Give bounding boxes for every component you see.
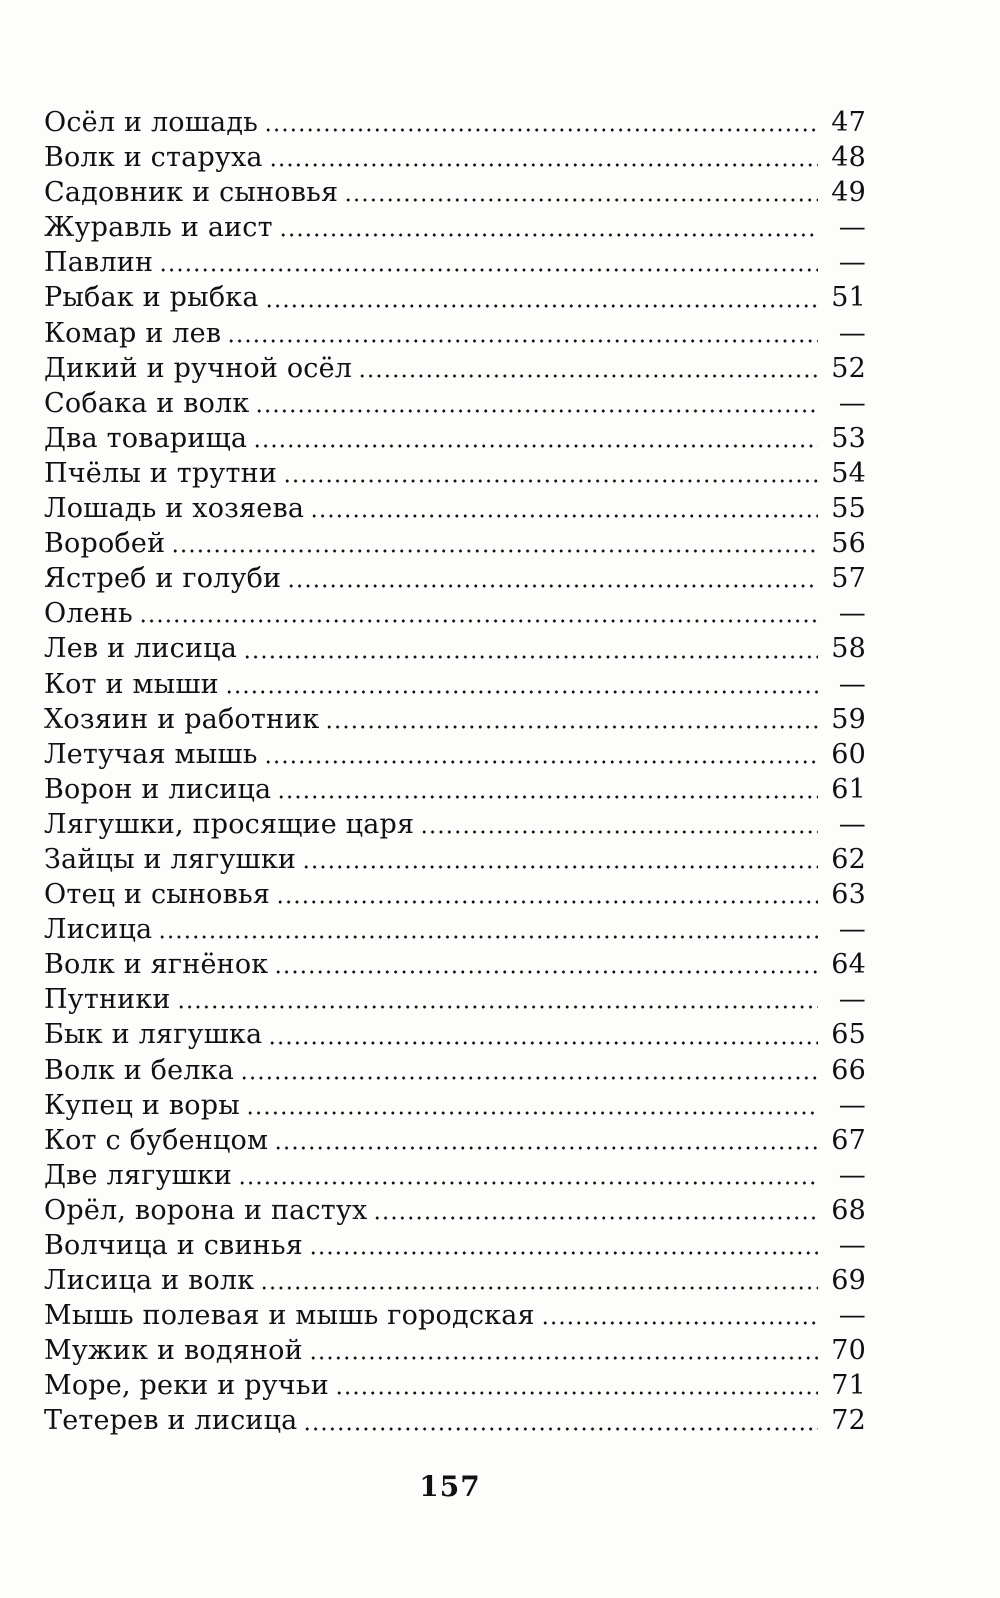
toc-entry-title: Ястреб и голуби	[44, 563, 282, 595]
toc-entry	[44, 1263, 866, 1298]
toc-entry-title: Воробей	[44, 528, 166, 560]
dot-leader	[159, 268, 818, 272]
dot-leader	[253, 444, 818, 448]
toc-entry-page: —	[838, 317, 866, 349]
toc-entry-page: 60	[831, 738, 866, 770]
toc-entry	[44, 1193, 866, 1228]
toc-entry-page: —	[838, 247, 866, 279]
dot-leader	[309, 1251, 818, 1255]
toc-entry-title: Путники	[44, 984, 171, 1016]
dot-leader	[265, 304, 818, 308]
toc-entry-title: Кот с бубенцом	[44, 1124, 269, 1156]
toc-entry	[44, 982, 866, 1017]
dot-leader	[325, 725, 818, 729]
toc-entry-page: 55	[831, 493, 866, 525]
page-number: 157	[419, 1470, 481, 1503]
toc-entry-title: Отец и сыновья	[44, 879, 271, 911]
toc-entry	[44, 702, 866, 737]
dot-leader	[309, 1356, 818, 1360]
dot-leader	[276, 900, 818, 904]
toc-entry-title: Летучая мышь	[44, 738, 258, 770]
toc-entry	[44, 1053, 866, 1088]
toc-entry	[44, 386, 866, 421]
toc-entry	[44, 667, 866, 702]
dot-leader	[310, 514, 818, 518]
toc-entry-title: Волк и белка	[44, 1054, 235, 1086]
dot-leader	[358, 374, 818, 378]
toc-entry-page: —	[838, 808, 866, 840]
dot-leader	[373, 1216, 818, 1220]
toc-entry	[44, 1403, 866, 1438]
toc-entry	[44, 1158, 866, 1193]
toc-entry-title: Орёл, ворона и пастух	[44, 1194, 368, 1226]
dot-leader	[344, 198, 818, 202]
dot-leader	[274, 970, 818, 974]
toc-entry-title: Море, реки и ручьи	[44, 1370, 329, 1402]
toc-entry-title: Журавль и аист	[44, 212, 273, 244]
toc-entry-title: Рыбак и рыбка	[44, 282, 259, 314]
toc-entry	[44, 912, 866, 947]
toc-entry-page: —	[838, 1230, 866, 1261]
toc-entry-page: —	[838, 1089, 866, 1121]
toc-entry-page: —	[838, 1159, 866, 1191]
toc-entry-page: 64	[831, 949, 866, 981]
toc-entry-page: —	[838, 598, 866, 630]
toc-entry	[44, 807, 866, 842]
toc-entry-page: —	[838, 914, 866, 946]
toc-entry-title: Тетерев и лисица	[44, 1405, 298, 1437]
toc-entry-page: 65	[831, 1019, 866, 1051]
toc-entry-page: 49	[831, 177, 866, 209]
dot-leader	[264, 128, 818, 132]
dot-leader	[541, 1321, 818, 1325]
toc-entry-page: 67	[831, 1124, 866, 1156]
toc-entry	[44, 1017, 866, 1052]
table-of-contents	[44, 105, 866, 1439]
toc-entry	[44, 175, 866, 210]
dot-leader	[177, 1005, 818, 1009]
toc-entry	[44, 842, 866, 877]
toc-entry	[44, 1228, 866, 1263]
dot-leader	[303, 1427, 818, 1431]
dot-leader	[302, 865, 818, 869]
toc-entry-page: 62	[831, 843, 866, 875]
toc-entry	[44, 561, 866, 596]
toc-entry-page: —	[838, 387, 866, 419]
toc-entry-page: —	[838, 984, 866, 1016]
dot-leader	[225, 690, 818, 694]
toc-entry-title: Ворон и лисица	[44, 773, 272, 805]
toc-entry	[44, 947, 866, 982]
dot-leader	[420, 830, 818, 834]
toc-entry-title: Мышь полевая и мышь городская	[44, 1300, 535, 1332]
toc-entry-title: Пчёлы и трутни	[44, 457, 278, 489]
toc-entry	[44, 491, 866, 526]
toc-entry-page: 57	[831, 563, 866, 595]
dot-leader	[240, 1076, 818, 1080]
toc-entry-page: 47	[831, 107, 866, 138]
dot-leader	[264, 760, 818, 764]
dot-leader	[227, 339, 818, 343]
toc-entry-page: 54	[831, 457, 866, 489]
toc-entry-page: —	[838, 668, 866, 700]
toc-entry-title: Волк и старуха	[44, 142, 263, 174]
toc-entry-title: Лев и лисица	[44, 633, 237, 665]
toc-entry-page: 63	[831, 879, 866, 911]
toc-entry	[44, 737, 866, 772]
dot-leader	[283, 479, 818, 483]
toc-entry-title: Лисица и волк	[44, 1265, 255, 1297]
dot-leader	[335, 1391, 818, 1395]
toc-entry-page: 71	[831, 1370, 866, 1402]
dot-leader	[246, 1111, 818, 1115]
toc-entry	[44, 631, 866, 666]
toc-entry-title: Павлин	[44, 247, 154, 279]
toc-entry-title: Зайцы и лягушки	[44, 843, 297, 875]
dot-leader	[274, 1146, 818, 1150]
dot-leader	[279, 233, 818, 237]
toc-entry-title: Бык и лягушка	[44, 1019, 263, 1051]
dot-leader	[238, 1181, 818, 1185]
toc-entry	[44, 351, 866, 386]
toc-entry-title: Две лягушки	[44, 1159, 233, 1191]
toc-entry-page: 59	[831, 703, 866, 735]
toc-entry-page: 66	[831, 1054, 866, 1086]
toc-entry-page: 61	[831, 773, 866, 805]
toc-entry-title: Олень	[44, 598, 133, 630]
toc-entry-title: Лисица	[44, 914, 153, 946]
dot-leader	[255, 409, 818, 413]
toc-entry-title: Садовник и сыновья	[44, 177, 339, 209]
toc-entry-page: 70	[831, 1335, 866, 1367]
dot-leader	[268, 1041, 818, 1045]
dot-leader	[139, 619, 818, 623]
toc-entry	[44, 245, 866, 280]
toc-entry-title: Осёл и лошадь	[44, 107, 259, 138]
toc-entry	[44, 1298, 866, 1333]
toc-entry-page: 58	[831, 633, 866, 665]
toc-entry-page: 68	[831, 1194, 866, 1226]
toc-entry-page: 52	[831, 352, 866, 384]
toc-entry-page: 53	[831, 422, 866, 454]
toc-entry	[44, 280, 866, 315]
toc-entry-title: Собака и волк	[44, 387, 250, 419]
toc-entry-page: 51	[831, 282, 866, 314]
toc-entry	[44, 526, 866, 561]
toc-entry-title: Волчица и свинья	[44, 1230, 303, 1261]
toc-entry	[44, 210, 866, 245]
toc-entry	[44, 456, 866, 491]
toc-entry-title: Два товарища	[44, 422, 248, 454]
toc-entry-title: Лягушки, просящие царя	[44, 808, 415, 840]
toc-entry	[44, 772, 866, 807]
dot-leader	[287, 584, 818, 588]
toc-entry	[44, 596, 866, 631]
toc-entry	[44, 1088, 866, 1123]
toc-entry	[44, 105, 866, 140]
toc-entry-title: Дикий и ручной осёл	[44, 352, 353, 384]
toc-entry	[44, 421, 866, 456]
toc-entry-title: Хозяин и работник	[44, 703, 320, 735]
toc-entry-title: Комар и лев	[44, 317, 222, 349]
toc-entry-page: —	[838, 1300, 866, 1332]
toc-entry-page: 69	[831, 1265, 866, 1297]
toc-entry-page: 48	[831, 142, 866, 174]
toc-entry-page: 56	[831, 528, 866, 560]
dot-leader	[277, 795, 818, 799]
dot-leader	[243, 655, 818, 659]
dot-leader	[269, 163, 818, 167]
toc-entry	[44, 1368, 866, 1403]
toc-entry-page: 72	[831, 1405, 866, 1437]
toc-entry-title: Лошадь и хозяева	[44, 493, 305, 525]
dot-leader	[158, 935, 818, 939]
toc-entry-page: —	[838, 212, 866, 244]
dot-leader	[171, 549, 818, 553]
toc-entry	[44, 877, 866, 912]
toc-entry-title: Кот и мыши	[44, 668, 219, 700]
toc-entry-title: Волк и ягнёнок	[44, 949, 269, 981]
toc-entry	[44, 316, 866, 351]
toc-entry	[44, 140, 866, 175]
toc-entry	[44, 1123, 866, 1158]
toc-entry-title: Мужик и водяной	[44, 1335, 303, 1367]
dot-leader	[260, 1286, 818, 1290]
toc-entry-title: Купец и воры	[44, 1089, 240, 1121]
toc-entry	[44, 1333, 866, 1368]
